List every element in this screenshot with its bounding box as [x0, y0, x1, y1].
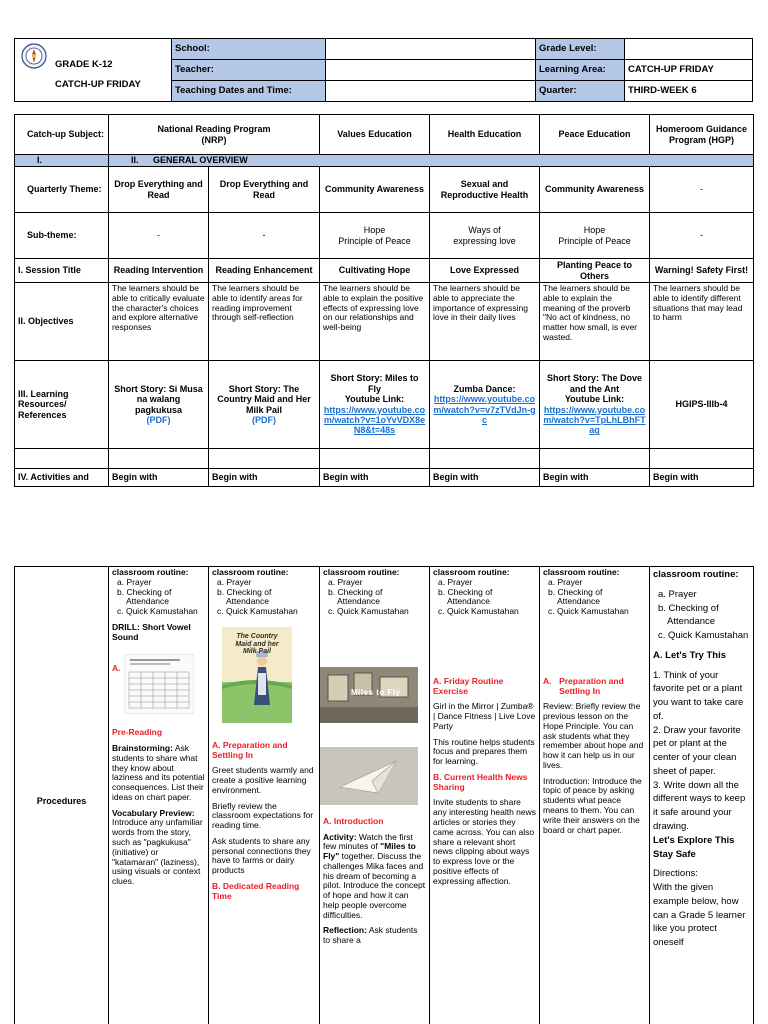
vowel-worksheet-thumbnail — [124, 654, 194, 714]
deped-seal-icon — [21, 43, 47, 69]
o-peace: The learners should be able to explain the meaning of the proverb "No act of kindness, no matter how small, is ever wasted. — [540, 283, 650, 361]
col4-p3: Invite students to share any interesting health news articles or stories they came across. You can also share a relevant short news clipping about ways to express love or the positive effects of expressing affection. — [433, 797, 537, 886]
routine-item-1c: c. Quick Kamustahan — [117, 606, 198, 617]
col5-p1: Review: Briefly review the previous lesson on the Hope Principle. You can ask students what they remember about hope and how it can help us in our lives. — [543, 701, 644, 770]
begin-peace: Begin with — [540, 469, 650, 487]
col2-p1: Greet students warmly and create a positive learning environment. — [212, 765, 314, 795]
s-hgp: Warning! Safety First! — [650, 259, 754, 283]
col3-reflection — [323, 926, 426, 946]
proc-col-nrp2 — [209, 567, 320, 1024]
subtheme-label: Sub-theme: — [15, 213, 109, 259]
activity-rest: together. Discuss the challenges Mika faces and his dream of becoming a pilot. Introduce the concept of hope and how it can help people overcome difficulties. — [323, 851, 426, 920]
quarterly-label: Quarterly Theme: — [15, 167, 109, 213]
col6-directions: Directions: — [653, 868, 698, 880]
reflection-lead: Reflection: — [323, 925, 367, 936]
proc-col-health — [430, 567, 540, 1024]
r-nrp2 — [209, 361, 320, 449]
routine-item-5c: c. Quick Kamustahan — [548, 606, 629, 617]
vocab-text: Introduce any unfamiliar words from the story, such as "pagkukusa" (initiative) or "katamaran" (laziness), using visuals or context clues. — [112, 817, 203, 887]
s-health: Love Expressed — [430, 259, 540, 283]
brainstorm-lead: Brainstorming: — [112, 743, 173, 754]
dates-label: Teaching Dates and Time: — [172, 81, 326, 102]
vocab-paragraph — [112, 809, 205, 887]
activity-lead: Activity: — [323, 831, 357, 842]
st-nrp1: - — [109, 213, 209, 259]
routine-head-1: classroom routine: — [112, 567, 189, 577]
activity-title: "Miles to Fly" — [323, 841, 416, 862]
o-nrp1: The learners should be able to critically evaluate the character's choices and explore alternative responses — [109, 283, 209, 361]
teacher-label: Teacher: — [172, 60, 326, 81]
teacher-value[interactable] — [326, 60, 536, 81]
activities-label: IV. Activities and — [15, 469, 109, 487]
roman-one: I. — [15, 155, 109, 167]
col3-activity — [323, 833, 426, 921]
st-health-line1: Ways of — [468, 225, 501, 236]
s-nrp1: Reading Intervention — [109, 259, 209, 283]
col2-p2: Briefly review the classroom expectations for reading time. — [212, 800, 314, 831]
blank-cell-3 — [209, 449, 320, 469]
r-values-link[interactable]: https://www.youtube.com/watch?v=1oYvVDX8eN8&t=48s — [323, 404, 426, 436]
routine-head-2: classroom routine: — [212, 567, 289, 577]
video-still-caption: Miles to Fly — [351, 687, 401, 697]
routine-item-3c: c. Quick Kamustahan — [328, 606, 409, 617]
routine-head-4: classroom routine: — [433, 567, 510, 577]
routine-item-4b: b. Checking of Attendance — [438, 586, 493, 607]
proc-col-nrp1 — [109, 567, 209, 1024]
begin-hgp: Begin with — [650, 469, 754, 487]
col2-prep-heading: A. Preparation and Settling In — [212, 739, 288, 760]
col5-prep-text: Preparation and Settling In — [559, 675, 624, 696]
r-nrp1-title: Short Story: Si Musa na walang pagkukusa — [114, 383, 203, 415]
r-nrp1-pdf-link[interactable]: (PDF) — [146, 414, 171, 425]
general-overview-label: GENERAL OVERVIEW — [153, 155, 248, 166]
routine-item-3b: b. Checking of Attendance — [328, 586, 383, 607]
st-nrp2: - — [209, 213, 320, 259]
brainstorm-text: Ask students to share what they know about laziness and its potential consequences. List their ideas on chart paper. — [112, 743, 205, 802]
o-nrp2: The learners should be able to identify areas for reading improvement through self-reflection — [209, 283, 320, 361]
routine-item-4a: a. Prayer — [438, 576, 473, 587]
routine-item-2b: b. Checking of Attendance — [217, 586, 272, 607]
school-value[interactable] — [326, 39, 536, 60]
routine-head-5: classroom routine: — [543, 567, 620, 577]
o-health: The learners should be able to appreciate the importance of expressing love in their daily lives — [430, 283, 540, 361]
drill-a-marker: A. — [112, 663, 121, 674]
learning-area-value: CATCH-UP FRIDAY — [625, 60, 753, 81]
activity-text: Watch the first few minutes of — [323, 831, 413, 852]
o-values: The learners should be able to explain the positive effects of expressing love on our relationships and well-being — [320, 283, 430, 361]
col6-t3: 3. Write down all the different ways to keep it safe around your drawing. — [653, 779, 746, 833]
routine-head-6: classroom routine: — [653, 569, 739, 580]
begin-values: Begin with — [320, 469, 430, 487]
header-table — [14, 38, 753, 102]
routine-item-1b: b. Checking of Attendance — [117, 586, 172, 607]
roman-two: II. — [131, 155, 139, 166]
r-health — [430, 361, 540, 449]
routine-item-5a: a. Prayer — [548, 576, 583, 587]
procedures-label: Procedures — [15, 567, 109, 1024]
col6-t1: 1. Think of your favorite pet or a plant you want to take care of. — [653, 669, 744, 722]
main-table — [14, 114, 754, 487]
s-values: Cultivating Hope — [320, 259, 430, 283]
pre-reading-heading: Pre-Reading — [112, 727, 163, 738]
r-values-title: Short Story: Miles to Fly — [330, 373, 419, 394]
qt-nrp1: Drop Everything and Read — [109, 167, 209, 213]
peace-header: Peace Education — [540, 115, 650, 155]
col6-t2: 2. Draw your favorite pet or plant at the center of your clean sheet of paper. — [653, 724, 741, 777]
routine-item-2a: a. Prayer — [217, 576, 252, 587]
session-label: I. Session Title — [15, 259, 109, 283]
resources-label: III. Learning Resources/ References — [15, 361, 109, 449]
routine-item-1a: a. Prayer — [117, 576, 152, 587]
qt-health: Sexual and Reproductive Health — [430, 167, 540, 213]
reflection-text: Ask students to share a — [323, 925, 418, 946]
col6-dir-text: With the given example below, how can a Grade 5 learner like you protect oneself — [653, 882, 746, 949]
learning-area-label: Learning Area: — [536, 60, 625, 81]
school-label: School: — [172, 39, 326, 60]
qt-nrp2: Drop Everything and Read — [209, 167, 320, 213]
brainstorm-paragraph — [112, 744, 205, 803]
r-values — [320, 361, 430, 449]
drill-heading: DRILL: Short Vowel Sound — [112, 621, 191, 642]
r-values-yt: Youtube Link: — [344, 394, 405, 405]
routine-item-3a: a. Prayer — [328, 576, 363, 587]
routine-item-6c: c. Quick Kamustahan — [658, 630, 749, 642]
routine-head-3: classroom routine: — [323, 567, 400, 577]
health-header: Health Education — [430, 115, 540, 155]
r-peace-link[interactable]: https://www.youtube.com/watch?v=TpLhLBhFTag — [543, 404, 646, 436]
grade-level-label: Grade Level: — [536, 39, 625, 60]
general-overview — [109, 155, 754, 167]
col2-p3: Ask students to share any personal connections they have to farms or dairy products — [212, 835, 311, 876]
qt-peace: Community Awareness — [540, 167, 650, 213]
r-nrp2-title: Short Story: The Country Maid and Her Milk Pail — [217, 383, 311, 415]
r-hgp: HGIPS-IIIb-4 — [650, 361, 754, 449]
blank-cell-1 — [15, 449, 109, 469]
dates-value[interactable] — [326, 81, 536, 102]
routine-item-6b: b. Checking of Attendance — [658, 602, 719, 628]
routine-item-5b: b. Checking of Attendance — [548, 586, 603, 607]
r-peace-yt: Youtube Link: — [564, 394, 625, 405]
blank-cell-2 — [109, 449, 209, 469]
col2-dedicated-heading: B. Dedicated Reading Time — [212, 881, 300, 901]
objectives-label: II. Objectives — [15, 283, 109, 361]
r-health-link[interactable]: https://www.youtube.com/watch?v=v7zTVdJn-gc — [433, 394, 536, 425]
qt-values: Community Awareness — [320, 167, 430, 213]
routine-item-4c: c. Quick Kamustahan — [438, 606, 519, 617]
col5-prep-heading — [543, 677, 646, 697]
r-nrp1 — [109, 361, 209, 449]
grade-level-value[interactable] — [625, 39, 753, 60]
col6-explore-heading: Let's Explore This Stay Safe — [653, 834, 735, 860]
col4-friday-heading: A. Friday Routine Exercise — [433, 675, 504, 696]
st-hgp: - — [650, 213, 754, 259]
s-nrp2: Reading Enhancement — [209, 259, 320, 283]
blank-cell-4 — [320, 449, 430, 469]
r-health-title: Zumba Dance: — [453, 383, 516, 394]
proc-col-values — [320, 567, 430, 1024]
values-header: Values Education — [320, 115, 430, 155]
blank-cell-7 — [650, 449, 754, 469]
header-logo-cell — [15, 39, 172, 102]
col3-intro-heading: A. Introduction — [323, 815, 384, 826]
book-cover-title: The Country Maid and her Milk Pail — [235, 632, 279, 656]
grade-label: GRADE K-12 — [55, 59, 113, 70]
proc-col-peace — [540, 567, 650, 1024]
st-peace-line1: Hope — [583, 225, 606, 236]
proc-col-hgp — [650, 567, 754, 1024]
st-health-line2: expressing love — [453, 235, 516, 246]
col6-try-heading: A. Let's Try This — [653, 649, 726, 661]
hgp-header: Homeroom Guidance Program (HGP) — [650, 115, 754, 155]
subject-label: Catch-up Subject: — [15, 115, 109, 155]
st-values-line2: Principle of Peace — [338, 235, 411, 246]
col4-p2: This routine helps students focus and prepares them for learning. — [433, 736, 535, 767]
st-values — [320, 213, 430, 259]
o-hgp: The learners should be able to identify different situations that may lead to harm — [650, 283, 754, 361]
routine-item-2c: c. Quick Kamustahan — [217, 606, 298, 617]
r-peace-title: Short Story: The Dove and the Ant — [547, 373, 643, 394]
st-values-line1: Hope — [363, 225, 386, 236]
col5-prep-marker: A. — [543, 675, 552, 686]
begin-nrp1: Begin with — [109, 469, 209, 487]
blank-cell-6 — [540, 449, 650, 469]
col5-p2: Introduction: Introduce the topic of peace by asking students what peace means to them. You can write their answers on the board or chart paper. — [543, 775, 642, 835]
vocab-lead: Vocabulary Preview: — [112, 807, 195, 818]
begin-health: Begin with — [430, 469, 540, 487]
quarter-value: THIRD-WEEK 6 — [625, 81, 753, 102]
begin-nrp2: Begin with — [209, 469, 320, 487]
st-health — [430, 213, 540, 259]
st-peace — [540, 213, 650, 259]
paper-plane-image — [320, 747, 418, 805]
r-nrp2-pdf-link[interactable]: (PDF) — [252, 414, 276, 425]
program-label: CATCH-UP FRIDAY — [55, 79, 141, 90]
col4-p1: Girl in the Mirror | Zumba® | Dance Fitness | Live Love Party — [433, 701, 536, 731]
routine-item-6a: a. Prayer — [658, 588, 697, 600]
quarter-label: Quarter: — [536, 81, 625, 102]
nrp-header: National Reading Program (NRP) — [109, 115, 320, 155]
col4-news-heading: B. Current Health News Sharing — [433, 771, 528, 792]
s-peace: Planting Peace to Others — [540, 259, 650, 283]
procedures-table — [14, 566, 754, 1024]
qt-hgp: - — [650, 167, 754, 213]
st-peace-line2: Principle of Peace — [558, 235, 631, 246]
r-peace — [540, 361, 650, 449]
blank-cell-5 — [430, 449, 540, 469]
